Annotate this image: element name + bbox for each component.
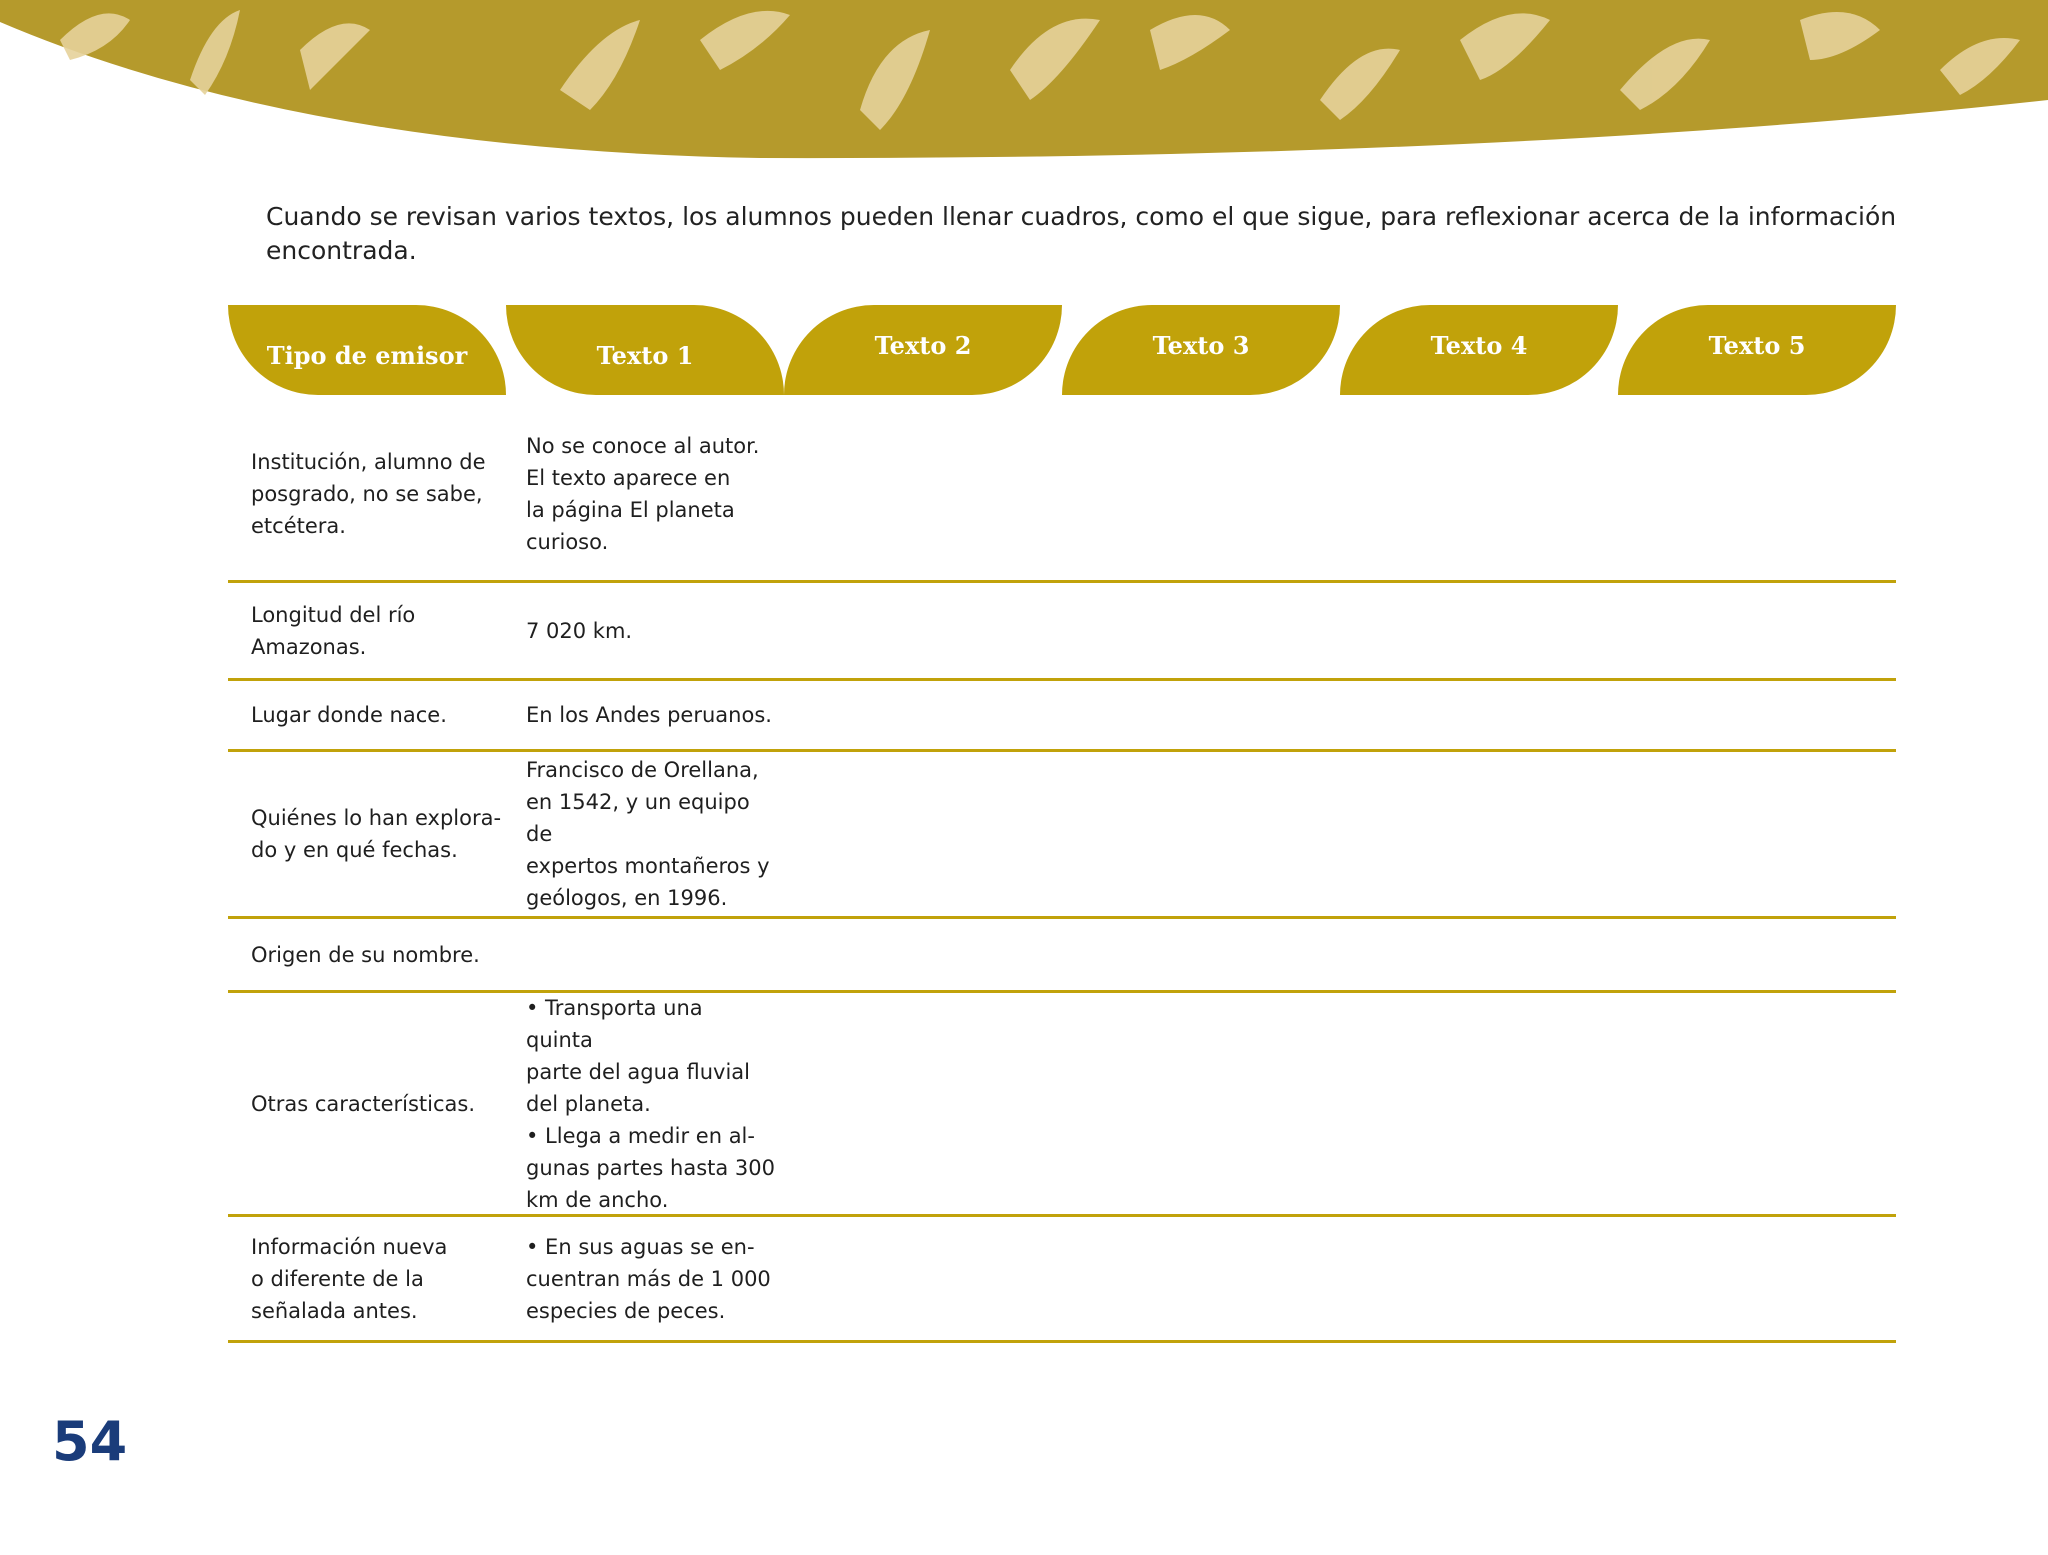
texto1-cell: No se conoce al autor. El texto aparece en la página El planeta curioso. [526, 433, 760, 554]
header-texto-2: Texto 2 [784, 305, 1062, 395]
texto1-cell: • Transporta una quinta parte del agua fluvial del planeta. • Llega a medir en al- gunas partes hasta 300 km de ancho. [526, 995, 776, 1212]
table-row [228, 681, 1896, 752]
header-tipo-emisor: Tipo de emisor [228, 305, 506, 395]
texto1-cell: Francisco de Orellana, en 1542, y un equipo de expertos montañeros y geólogos, en 1996. [526, 758, 770, 910]
header-texto-3: Texto 3 [1062, 305, 1340, 395]
texto1-cell: 7 020 km. [526, 618, 633, 643]
table-row [228, 407, 1896, 583]
table-row [228, 752, 1896, 919]
table-header-row [228, 305, 1896, 395]
row-label: Origen de su nombre. [251, 942, 480, 967]
texto1-cell: • En sus aguas se en- cuentran más de 1 000 especies de peces. [526, 1234, 771, 1323]
table-row [228, 993, 1896, 1217]
page-number: 54 [52, 1410, 128, 1473]
texto1-cell: En los Andes peruanos. [526, 703, 772, 727]
comparison-table [228, 305, 1896, 1343]
table-row [228, 1217, 1896, 1343]
row-label: Quiénes lo han explora- do y en qué fechas. [251, 806, 502, 862]
header-texto-4: Texto 4 [1340, 305, 1618, 395]
decorative-banner [0, 0, 2048, 170]
table-row [228, 583, 1896, 681]
intro-paragraph: Cuando se revisan varios textos, los alumnos pueden llenar cuadros, como el que sigue, para reflexionar acerca de la información encontrada. [266, 202, 1897, 265]
header-texto-5: Texto 5 [1618, 305, 1896, 395]
row-label: Institución, alumno de posgrado, no se sabe, etcétera. [251, 449, 486, 538]
row-label: Otras características. [251, 1091, 476, 1116]
header-texto-1: Texto 1 [506, 305, 784, 395]
row-label: Información nueva o diferente de la señalada antes. [251, 1234, 448, 1323]
row-label: Longitud del río Amazonas. [251, 602, 416, 659]
table-row [228, 919, 1896, 993]
row-label: Lugar donde nace. [251, 703, 447, 727]
